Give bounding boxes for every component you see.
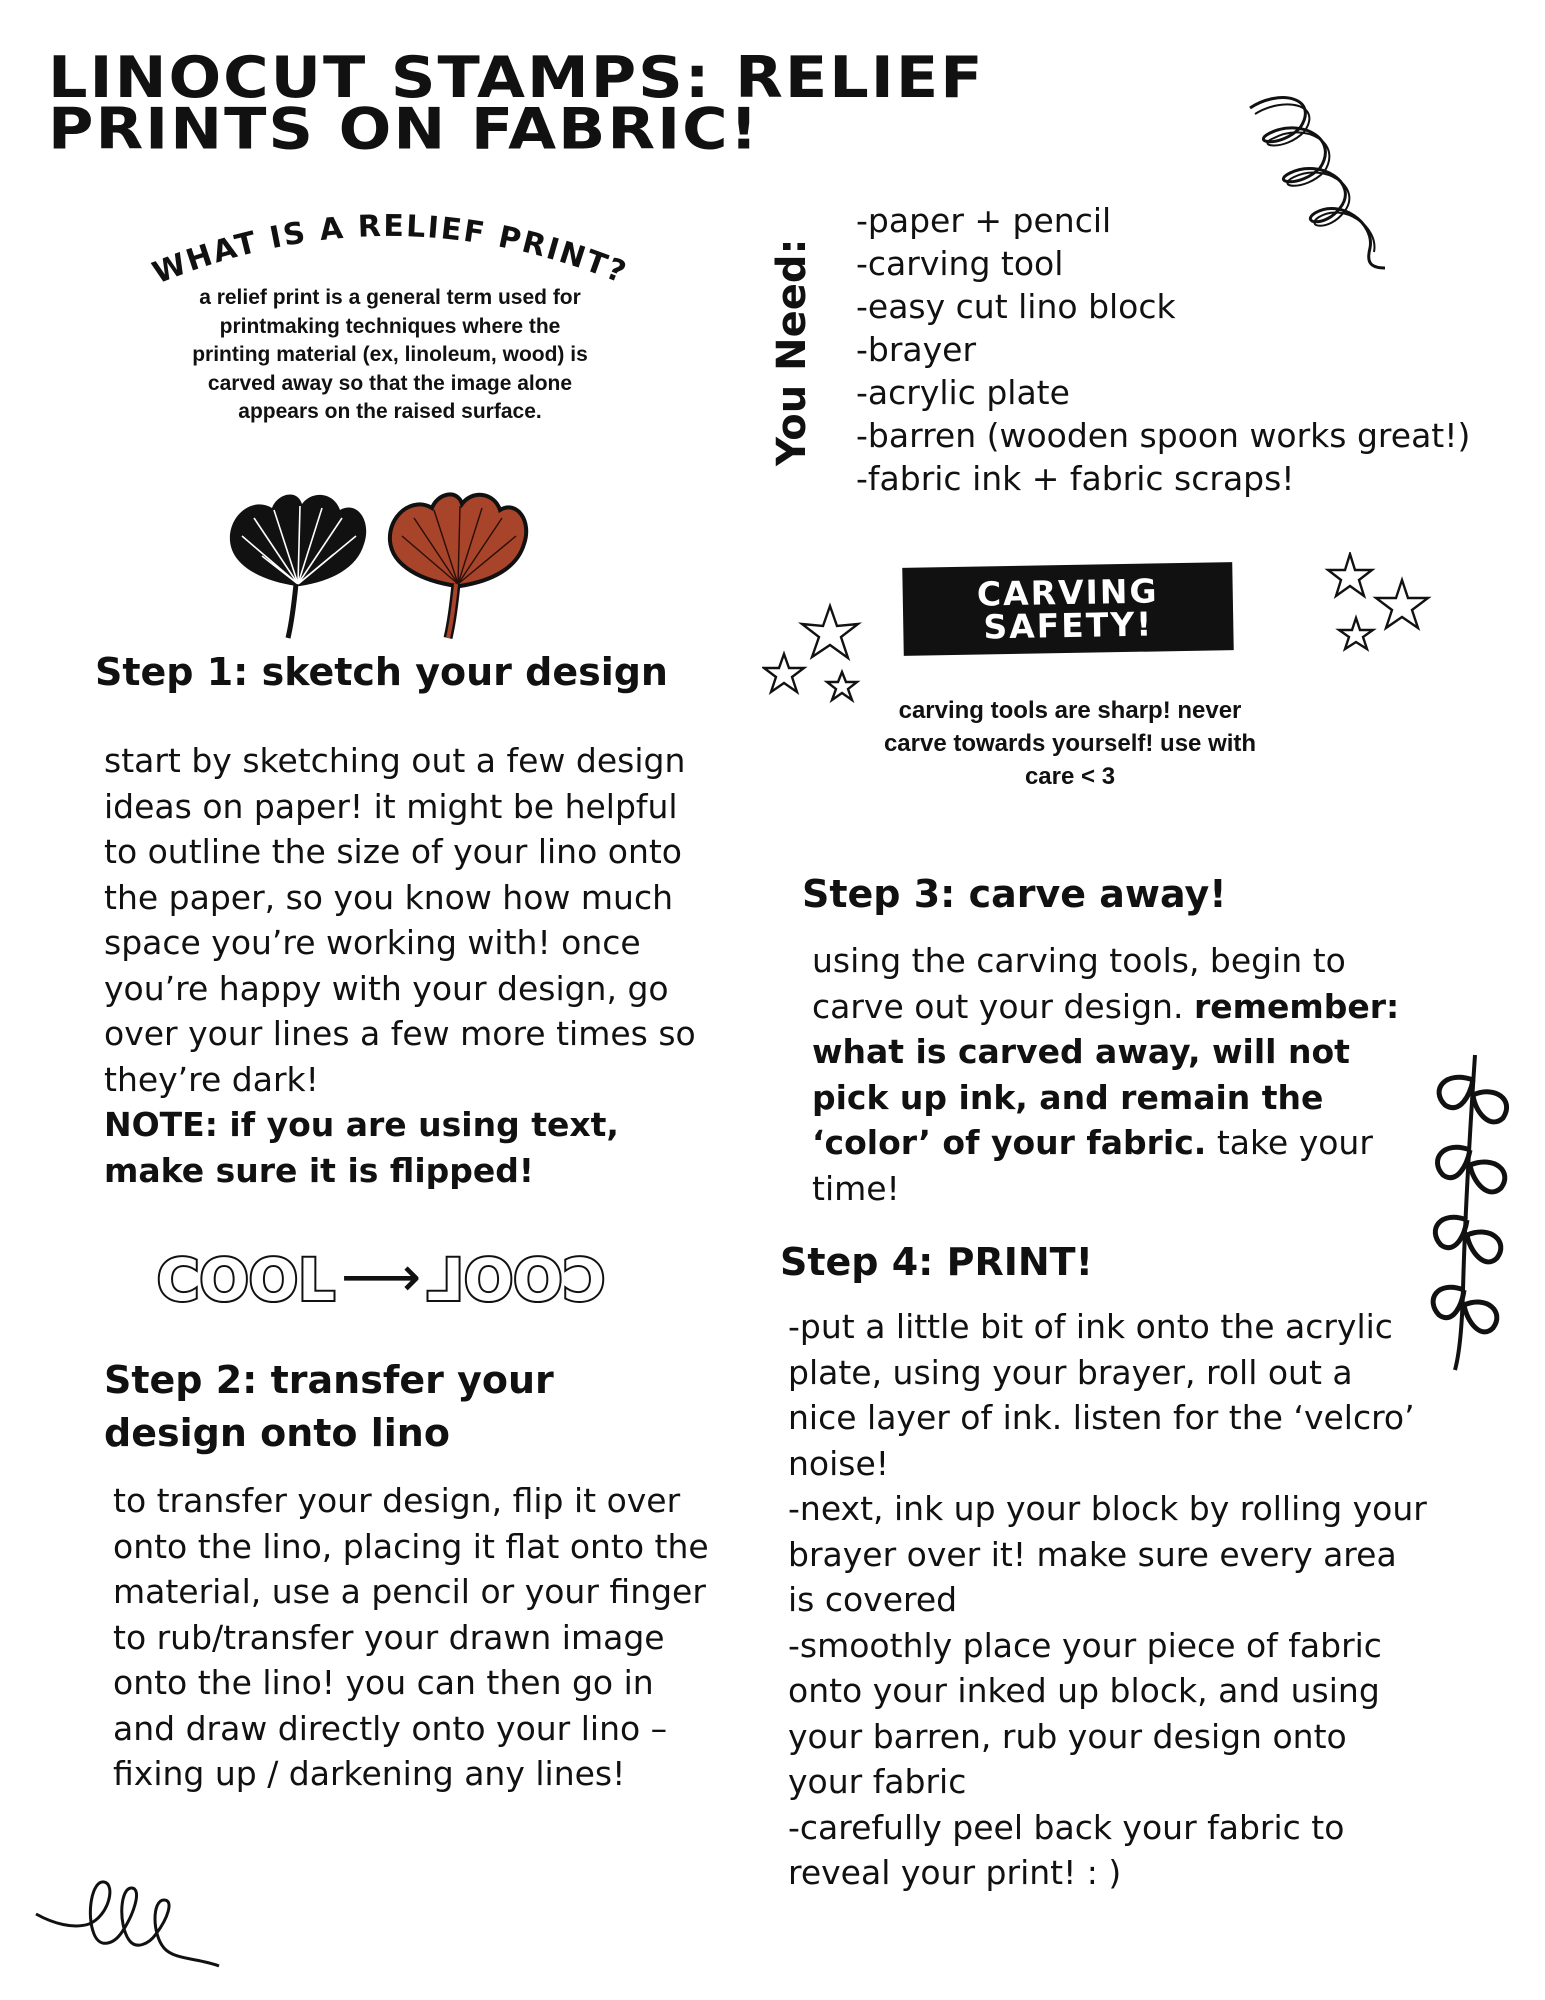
carving-safety-title-line-2: SAFETY! bbox=[983, 604, 1154, 647]
supply-item: -easy cut lino block bbox=[856, 287, 1176, 326]
cool-word: COOL bbox=[156, 1246, 336, 1314]
step-4-line: -next, ink up your block by rolling your brayer over it! make sure every area is covered bbox=[788, 1489, 1427, 1619]
carving-safety-banner bbox=[902, 562, 1233, 656]
relief-description: a relief print is a general term used for printmaking techniques where the printing material (ex, linoleum, wood) is carved away so that the image alone appears on the raised surface. bbox=[192, 286, 588, 423]
vine-loops-doodle-icon bbox=[1415, 1050, 1525, 1375]
supplies-label: You Need: bbox=[769, 238, 815, 466]
supply-item: -brayer bbox=[856, 330, 977, 369]
flipped-text-example bbox=[156, 1238, 606, 1330]
step-4-line: -put a little bit of ink onto the acrylic plate, using your brayer, roll out a nice layer of ink. listen for the ‘velcro’ noise! bbox=[788, 1307, 1415, 1483]
svg-text:WHAT IS A RELIEF PRINT? bbox=[148, 209, 632, 291]
step-3-text-end: take your time! bbox=[812, 1123, 1373, 1208]
supply-item: -carving tool bbox=[856, 244, 1064, 283]
cursive-loops-doodle-icon bbox=[34, 1874, 224, 1974]
supply-item: -fabric ink + fabric scraps! bbox=[856, 459, 1295, 498]
step-4-line: -smoothly place your piece of fabric onto your inked up block, and using your barren, rub your design onto your fabric bbox=[788, 1625, 1382, 1801]
ginkgo-leaves-illustration bbox=[222, 486, 542, 642]
step-4-heading: Step 4: PRINT! bbox=[780, 1240, 1093, 1284]
step-2-heading bbox=[104, 1354, 554, 1460]
step-2-body: to transfer your design, flip it over onto the lino, placing it flat onto the material, use a pencil or your finger to rub/transfer your drawn image onto the lino! you can then go in and draw directly onto your lino – fixing up / darkening any lines! bbox=[113, 1481, 709, 1793]
page-title bbox=[48, 43, 1248, 163]
ginkgo-leaf-rust-icon bbox=[390, 494, 526, 638]
step-3-text-start: using the carving tools, begin to carve out your design. bbox=[812, 941, 1346, 1026]
step-1-text: start by sketching out a few design ideas on paper! it might be helpful to outline the size of your lino onto the paper, so you know how much space you’re working with! once you’re happy with your design, go over your lines a few more times so they’re dark! bbox=[104, 741, 696, 1099]
page-title-line-1: LINOCUT STAMPS: RELIEF bbox=[48, 43, 985, 111]
step-2-heading-line-1: Step 2: transfer your bbox=[104, 1358, 554, 1402]
supply-item: -paper + pencil bbox=[856, 201, 1112, 240]
page-title-line-2: PRINTS ON FABRIC! bbox=[48, 95, 760, 163]
stars-left-icon bbox=[762, 602, 872, 710]
stars-right-icon bbox=[1322, 552, 1434, 660]
step-2-heading-line-2: design onto lino bbox=[104, 1411, 450, 1455]
step-4-body bbox=[788, 1304, 1428, 1896]
relief-heading-text: WHAT IS A RELIEF PRINT? bbox=[147, 208, 633, 292]
step-1-note: NOTE: if you are using text, make sure it is flipped! bbox=[104, 1105, 619, 1190]
ginkgo-leaf-black-icon bbox=[230, 494, 366, 638]
carving-safety-title-line-1: CARVING bbox=[976, 571, 1159, 614]
carving-safety-text: carving tools are sharp! never carve towards yourself! use with care < 3 bbox=[883, 697, 1257, 790]
supplies-list bbox=[856, 199, 1470, 500]
step-4-line: -carefully peel back your fabric to reveal your print! : ) bbox=[788, 1807, 1345, 1892]
supply-item: -barren (wooden spoon works great!) bbox=[856, 416, 1471, 455]
step-1-body bbox=[104, 738, 704, 1193]
arrow-right-icon: ⟶ bbox=[340, 1245, 422, 1310]
cool-word-flipped: COOL bbox=[426, 1246, 606, 1314]
step-3-body bbox=[812, 938, 1432, 1211]
step-3-text-bold: remember: what is carved away, will not pick up ink, and remain the ‘color’ of your fabric. bbox=[812, 986, 1400, 1162]
step-1-heading: Step 1: sketch your design bbox=[95, 650, 668, 694]
supply-item: -acrylic plate bbox=[856, 373, 1070, 412]
step-3-heading: Step 3: carve away! bbox=[802, 872, 1227, 916]
